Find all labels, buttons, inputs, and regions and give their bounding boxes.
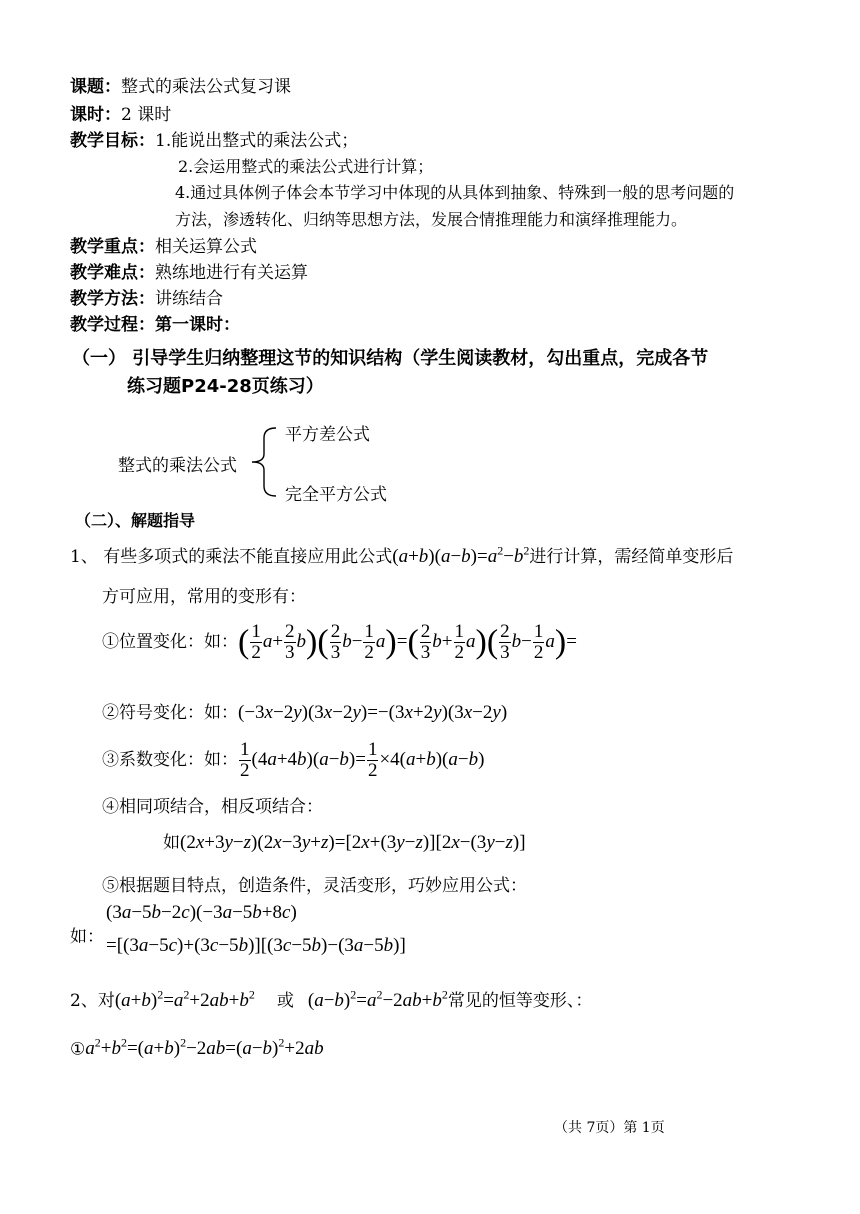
diagram-bottom: 完全平方公式 bbox=[285, 485, 387, 505]
case4-line bbox=[163, 828, 526, 854]
case2-line bbox=[102, 698, 507, 724]
case2-label: ②符号变化：如： bbox=[102, 703, 238, 723]
process-line bbox=[70, 310, 240, 335]
case5-formula-line2: =[(3a−5c)+(3c−5b)][(3c−5b)−(3a−5b)] bbox=[106, 935, 406, 956]
hours-line bbox=[70, 100, 171, 125]
case1-line bbox=[102, 622, 577, 663]
case1-formula: ( $\frac{1}{2}$ a+ $\frac{2}{3}$ b)( $\frac{2}{3}$ b− $\frac{1}{2}$ a)=( $\frac{2}{3}$ b+ $\frac{1}{2}$ a)( $\frac{2}{3}$ b− $\frac{1}{2}$ a)= bbox=[238, 621, 577, 663]
topic-label: 课题： bbox=[70, 77, 121, 97]
square-sum-formula: $(a+b)^2=a^2+2ab+b^2$ bbox=[114, 987, 255, 1011]
topic-text: 整式的乘法公式复习课 bbox=[121, 77, 291, 97]
goals-label: 教学目标： bbox=[70, 131, 155, 151]
method-label: 教学方法： bbox=[70, 289, 155, 309]
item1-prefix: 1、 有些多项式的乘法不能直接应用此公式 bbox=[70, 547, 393, 567]
focus-text: 相关运算公式 bbox=[155, 237, 257, 257]
case1-label: ①位置变化：如： bbox=[102, 631, 238, 652]
process-label: 教学过程： bbox=[70, 315, 155, 335]
goal-4a: 4.通过具体例子体会本节学习中体现的从具体到抽象、特殊到一般的思考问题的 bbox=[175, 183, 735, 202]
case3-formula: $\frac{1}{2}$ (4a+4b)(a−b)= $\frac{1}{2}$ ×4(a+b)(a−b) bbox=[240, 739, 485, 781]
item2-case1-line bbox=[70, 1036, 324, 1060]
item2-case1-formula: $a^2+b^2=(a+b)^2-2ab=(a-b)^2+2ab$ bbox=[85, 1036, 324, 1060]
item2-case1-label: ① bbox=[70, 1039, 86, 1060]
goal-2: 2.会运用整式的乘法公式进行计算； bbox=[178, 157, 434, 176]
case3-label: ③系数变化：如： bbox=[102, 749, 238, 770]
item1-line1 bbox=[70, 542, 733, 568]
diagram-root: 整式的乘法公式 bbox=[118, 456, 237, 476]
item2-or: 或 bbox=[276, 991, 294, 1011]
case5-label: ⑤根据题目特点，创造条件，灵活变形，巧妙应用公式： bbox=[102, 876, 527, 896]
section1-title-line1: （一） 引导学生归纳整理这节的知识结构（学生阅读教材，勾出重点，完成各节 bbox=[72, 348, 709, 369]
item1-suffix: 进行计算，需经简单变形后 bbox=[529, 547, 734, 567]
case5-formula-line1: (3a−5b−2c)(−3a−5b+8c) bbox=[106, 902, 297, 923]
case2-formula: (−3x−2y)(3x−2y)=−(3x+2y)(3x−2y) bbox=[238, 702, 508, 723]
process-text: 第一课时： bbox=[155, 315, 240, 335]
method-line bbox=[70, 284, 223, 309]
goal-4b: 方法，渗透转化、归纳等思想方法，发展合情推理能力和演绎推理能力。 bbox=[175, 210, 688, 229]
topic-line bbox=[70, 72, 291, 97]
item2-prefix: 2、对 bbox=[70, 991, 115, 1011]
section1-title-line2: 练习题P24-28页练习） bbox=[127, 376, 324, 397]
item2-line bbox=[70, 986, 592, 1012]
diff-squares-formula: $(a+b)(a-b)=a^2-b^2$ bbox=[392, 543, 530, 567]
case4-prefix: 如 bbox=[163, 833, 180, 853]
hours-label: 课时： bbox=[70, 105, 121, 125]
goal-1: 1.能说出整式的乘法公式； bbox=[155, 131, 359, 151]
diagram-top: 平方差公式 bbox=[285, 425, 370, 445]
focus-line bbox=[70, 232, 257, 257]
item2-suffix: 常见的恒等变形、： bbox=[447, 991, 593, 1011]
focus-label: 教学重点： bbox=[70, 237, 155, 257]
case3-line bbox=[102, 740, 484, 781]
section2-title: （二）、解题指导 bbox=[75, 511, 196, 530]
difficulty-line bbox=[70, 258, 308, 283]
goals-line bbox=[70, 126, 358, 151]
square-diff-formula: $(a-b)^2=a^2-2ab+b^2$ bbox=[307, 987, 448, 1011]
case4-label: ④相同项结合，相反项结合： bbox=[102, 797, 323, 817]
difficulty-label: 教学难点： bbox=[70, 263, 155, 283]
case5-prefix: 如： bbox=[70, 927, 104, 947]
item1-line2: 方可应用，常用的变形有： bbox=[102, 587, 306, 607]
case4-formula: (2x+3y−z)(2x−3y+z)=[2x+(3y−z)][2x−(3y−z)] bbox=[180, 832, 526, 853]
page-number: （共 7页）第 1页 bbox=[554, 1120, 665, 1136]
hours-text: 2 课时 bbox=[121, 105, 172, 125]
brace-icon bbox=[244, 424, 284, 500]
difficulty-text: 熟练地进行有关运算 bbox=[155, 263, 308, 283]
method-text: 讲练结合 bbox=[155, 289, 223, 309]
